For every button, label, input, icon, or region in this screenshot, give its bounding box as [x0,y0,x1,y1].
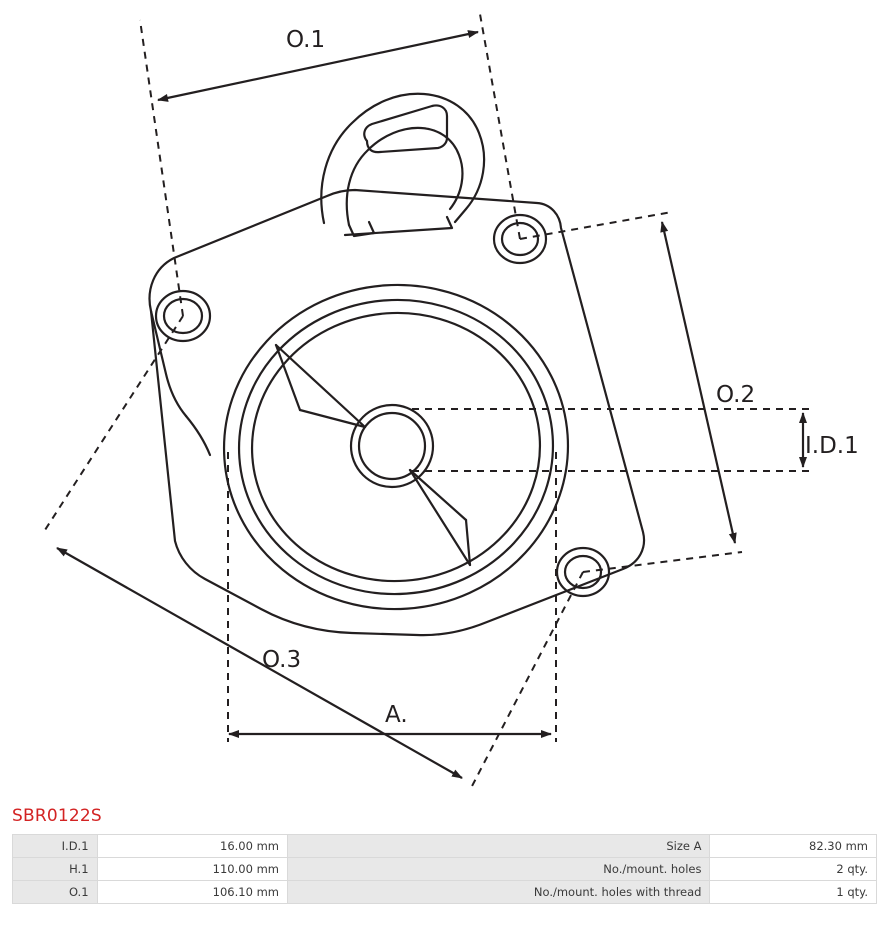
dimension-arrows [57,32,803,778]
dimension-label-o1: O.1 [286,27,326,53]
dimension-label-o2: O.2 [716,382,756,408]
spec-value-o1: 106.10 mm [97,881,287,904]
table-row [13,858,877,881]
specifications-table [12,834,877,904]
dimension-label-a: A. [385,702,408,728]
spec-value-h1: 110.00 mm [97,858,287,881]
dimension-labels [262,27,859,728]
part-info-panel [0,806,889,904]
dimension-label-id1: I.D.1 [805,433,859,459]
table-row [13,881,877,904]
spec-value-size-a: 82.30 mm [710,835,877,858]
spec-key-o1: O.1 [13,881,98,904]
spec-key-size-a: Size A [287,835,710,858]
housing-outline [150,94,644,635]
part-code: SBR0122S [12,806,102,826]
dimension-label-o3: O.3 [262,647,302,673]
spec-key-id1: I.D.1 [13,835,98,858]
spec-key-mount-holes: No./mount. holes [287,858,710,881]
spec-key-mount-holes-thread: No./mount. holes with thread [287,881,710,904]
table-row [13,835,877,858]
spec-value-mount-holes: 2 qty. [710,858,877,881]
spec-key-h1: H.1 [13,858,98,881]
spec-value-id1: 16.00 mm [97,835,287,858]
spec-value-mount-holes-thread: 1 qty. [710,881,877,904]
